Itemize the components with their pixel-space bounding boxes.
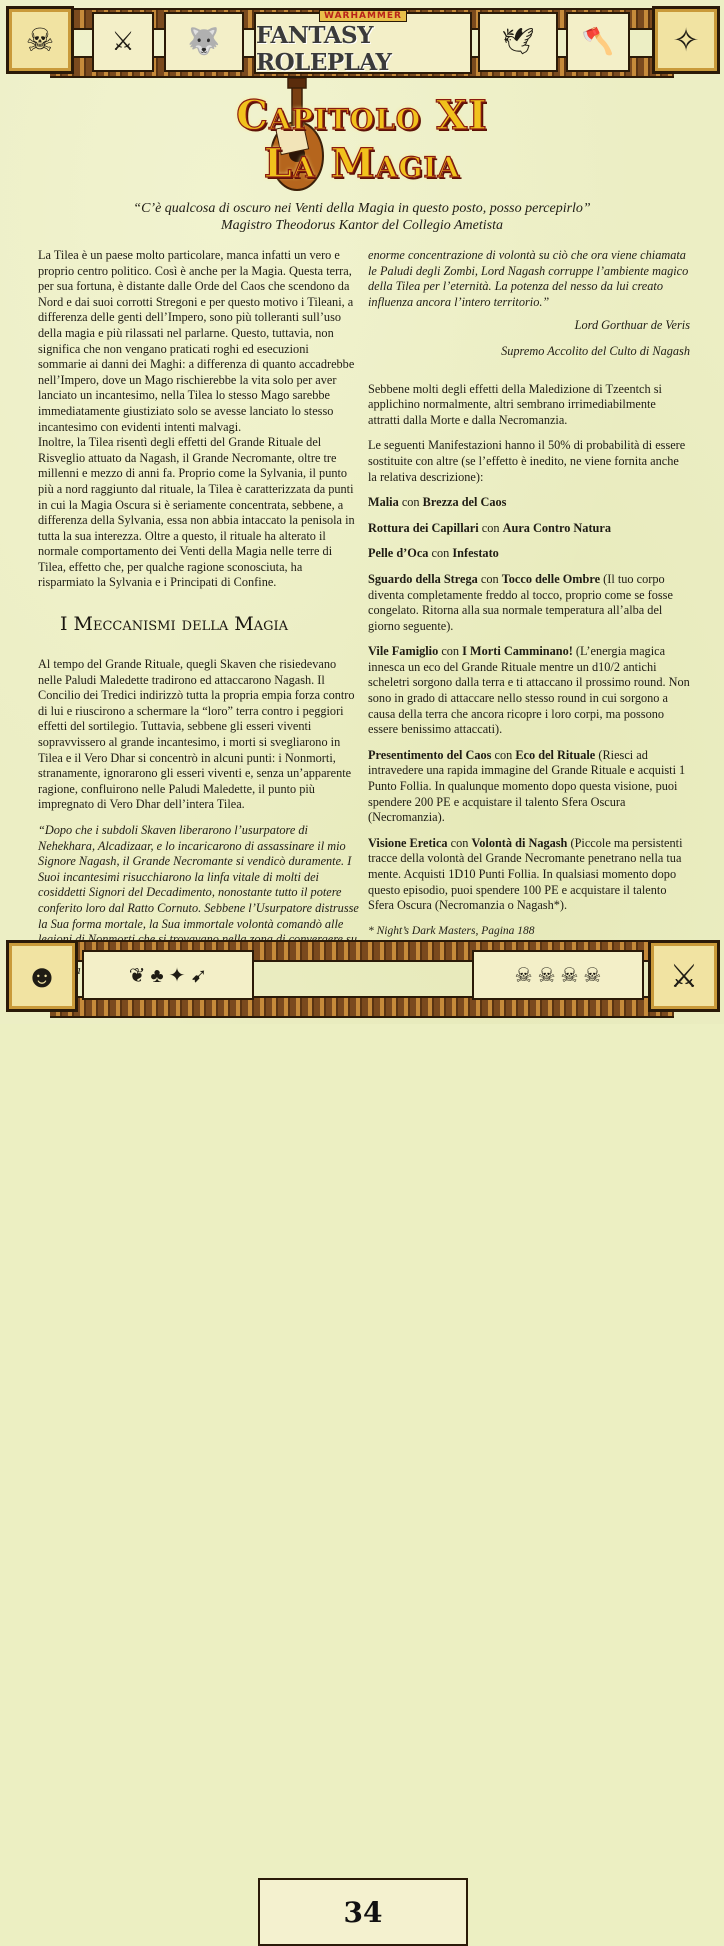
manifestation-replacement: Infestato (452, 546, 499, 561)
weapon-icon: ⚔ (92, 12, 154, 72)
logo-fantasy-roleplay: FANTASY ROLEPLAY (256, 22, 392, 76)
chapter-title (200, 78, 524, 198)
manifestation-entry (368, 572, 690, 634)
manifestation-entry (368, 495, 690, 511)
manifestation-connector: con (481, 520, 500, 535)
manifestation-entry (368, 836, 690, 914)
axe-icon: 🪓 (566, 12, 630, 72)
dwarf-face-icon: ☻ (6, 940, 78, 1012)
bottom-border (0, 936, 724, 1929)
items-panel-left: ❦ ♣ ✦ ➹ (82, 950, 254, 1000)
section-heading: I Meccanismi della Magia (60, 613, 289, 636)
manifestation-original: Vile Famiglio (368, 644, 439, 659)
game-logo (254, 12, 472, 74)
manifestation-connector: con (480, 571, 499, 586)
manifestation-original: Sguardo della Strega (368, 571, 478, 586)
quote-continuation: enorme concentrazione di volontà su ciò che ora viene chiamata le Paludi degli Zombi, Lord Nagash corruppe l’ambiente magico della Tilea per l’eternità. La potenza del nesso da lui creato influenza ancora l’intero territorio.” (368, 248, 689, 309)
manifestation-entry (368, 748, 690, 826)
crossed-weapons-icon: ⚔ (648, 940, 720, 1012)
manifestation-replacement: Tocco delle Ombre (501, 571, 601, 586)
right-column (368, 248, 690, 939)
skull-icon: ☠ (6, 6, 74, 74)
manifestation-original: Presentimento del Caos (368, 747, 492, 762)
wolf-icon: 🐺 (164, 12, 244, 72)
skulls-panel-right: ☠ ☠ ☠ ☠ (472, 950, 644, 1000)
compass-icon: ✧ (652, 6, 720, 74)
manifestation-connector: con (441, 644, 460, 659)
manifestation-connector: con (401, 495, 420, 510)
quote-block: “Dopo che i subdoli Skaven liberarono l’usurpatore di Nehekhara, Alcadizaar, e lo incaricarono di assassinare il mio Signore Nagash, il Grande Necromante si vendicò duramente. I Suoi incantesimi risucchiarono la linfa vitale di molti dei cosiddetti Signori del Decadimento, nonostante tutto il potere conferito loro dal Ratto Cornuto. Sebbene l’Usurpatore distrusse la Sua forma mortale, la Sua immortale volontà comandò alle (38, 823, 359, 931)
manifestation-description: (L’energia magica innesca un eco del Grande Rituale mentre un d10/2 antichi scheletri sorgono dalla terra e ti attaccano il prossimo round. Non sono in grado di attaccare nello stesso round in cui sorgono a causa della terra che ancora ricopre i loro corpi, ma possono essere benissimo attaccati). (368, 644, 690, 737)
manifestation-original: Visione Eretica (368, 835, 448, 850)
manifestation-replacement: Volontà di Nagash (471, 835, 568, 850)
paragraph: La Tilea è un paese molto particolare, manca infatti un vero e proprio centro politico. Così è anche per la Magia. Questa terra, per sua fortuna, è distante dalle Orde del Caos che scendono da Nord e dai suoi corrotti Stregoni e per questo motivo i Tileani, a differenza delle genti dell’Impero, sono più tolleranti sull’uso della magia e più rilassati nel parlarne. Questo, tuttavia, non significa che non vengano praticati roghi ed esecuzioni sommarie ai danni dei Maghi: a differenza di quanto accadrebbe nell’Impero, dove un Mago rischierebbe la vita solo per aver lanciato un incantesimo, nella Tilea lo stesso Mago sarebbe immediatamente giustiziato solo se avesse lanciato lo stesso incantesimo con evidenti intenti malvagi. (38, 248, 355, 434)
manifestation-description: (Riesci ad intravedere una rapida immagine del Grande Rituale e acquisti 1 Punto Follia. In qualunque momento dopo questa visione, puoi spendere 200 PE e acquistare il talento Sfera Oscura (Necromanzia). (368, 747, 686, 825)
manifestation-list (368, 495, 690, 914)
manifestation-connector: con (450, 835, 469, 850)
paragraph: Inoltre, la Tilea risentì degli effetti del Grande Rituale del Risveglio attuato da Nagash, il Grande Necromante, oltre tre millenni e mezzo di anni fa. Proprio come la Sylvania, il punto più a nord raggiunto dal rituale, la Tilea è caratterizzata da punti in cui la Magia Oscura si è seriamente concentrata, sebbene, a differenza della Sylvania, essa non abbia intaccato la penisola in tutta la sua interezza. Oltre a questo, il rituale ha alterato il normale comportamento dei Venti della Magia nelle terre di Tilea, effetto che, per qualche ragione sconosciuta, ha risparmiato la Sylvania e i Principati di Confine. (38, 435, 355, 590)
logo-warhammer: WARHAMMER (319, 10, 407, 22)
epigraph-attribution: Magistro Theodorus Kantor del Collegio Ametista (221, 218, 503, 233)
signature-title: Supremo Accolito del Culto di Nagash (501, 343, 690, 358)
page-number-panel (258, 1878, 468, 1946)
manifestation-replacement: Aura Contro Natura (502, 520, 611, 535)
manifestation-original: Rottura dei Capillari (368, 520, 479, 535)
manifestation-connector: con (431, 546, 450, 561)
paragraph: Le seguenti Manifestazioni hanno il 50% di probabilità di essere sostituite con altre (se l’effetto è inedito, ne viene fornita anche la relativa descrizione): (368, 438, 686, 484)
manifestation-description: (Il tuo corpo diventa completamente freddo al tocco, proprio come se fosse congelato. Ritorna alla sua normale temperatura all’alba del giorno seguente). (368, 571, 673, 633)
paragraph: Sebbene molti degli effetti della Maledizione di Tzeentch si applichino normalmente, altri sembrano irrimediabilmente attratti dalla Morte e dalla Necromanzia. (368, 381, 662, 427)
manifestation-entry (368, 546, 690, 562)
title-line-1: Capitolo XI (236, 92, 488, 139)
manifestation-connector: con (494, 747, 513, 762)
title-line-2: La Magia (263, 140, 461, 187)
top-border (0, 4, 724, 74)
manifestation-entry (368, 644, 690, 738)
epigraph-quote: “C’è qualcosa di oscuro nei Venti della Magia in questo posto, posso percepirlo” (133, 201, 591, 216)
manifestation-replacement: I Morti Camminano! (462, 644, 573, 659)
manifestation-entry (368, 521, 690, 537)
paragraph: Al tempo del Grande Rituale, quegli Skaven che risiedevano nelle Paludi Maledette tradirono ed attaccarono Nagash. Il Concilio dei Tredici indirizzò tutta la propria empia forza contro di lui e riuscirono a schermare la “loro” terra contro i peggiori effetti del sortilegio. Tuttavia, sebbene gli esseri viventi sopravvissero al grande incantesimo, i morti si svegliarono in Tilea e il Vero Dhar si concentrò in alcuni punti: i Nonmorti, stranamente, ignorarono gli esseri viventi e, senza un’apparente ragione, confluirono nelle Paludi Maledette, il punto più impregnato di Vero Dhar dell’intera Tilea. (38, 657, 355, 812)
manifestation-replacement: Eco del Rituale (515, 747, 596, 762)
signature-name: Lord Gorthuar de Veris (574, 318, 690, 333)
footnote: * Night’s Dark Masters, Pagina 188 (368, 924, 535, 937)
left-column (38, 248, 360, 989)
manifestation-original: Pelle d’Oca (368, 546, 429, 561)
manifestation-original: Malia (368, 495, 399, 510)
wing-icon: 🕊 (478, 12, 558, 72)
manifestation-replacement: Brezza del Caos (422, 495, 507, 510)
page-number: 34 (343, 1895, 383, 1929)
epigraph (60, 200, 664, 234)
manifestation-description: (Piccole ma persistenti tracce della volontà del Grande Necromante penetrano nella tua mente. Acquisti 1D10 Punti Follia. In qualsiasi momento dopo questo episodio, puoi spendere 100 PE e acquistare il talento Sfera Oscura (Necromanzia o Nagash*). (368, 835, 683, 913)
